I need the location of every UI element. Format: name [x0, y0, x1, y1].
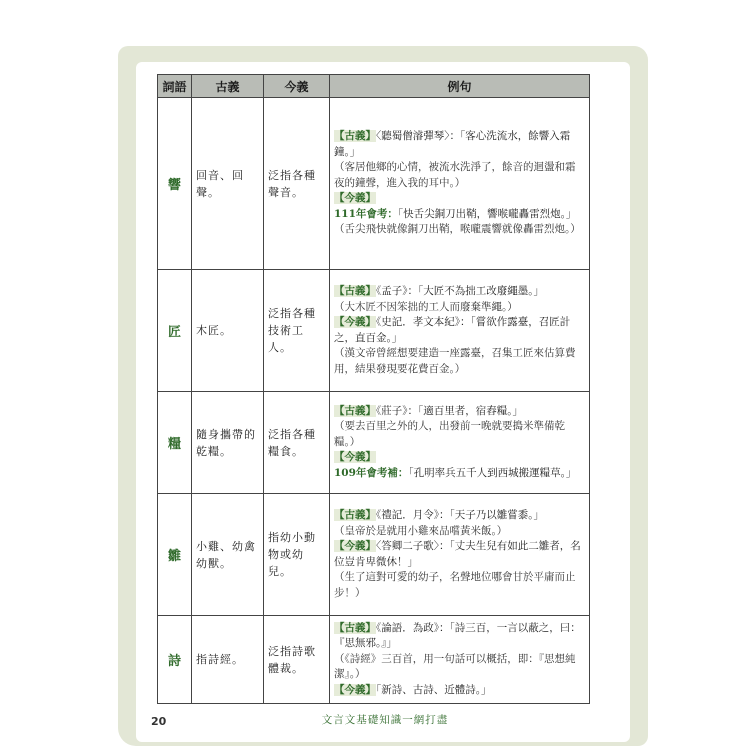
row-modern-meaning: 泛指詩歌體裁。 — [264, 616, 330, 704]
table-header-row — [158, 75, 590, 98]
example-line — [334, 539, 585, 570]
example-tag: 【今義】 — [334, 683, 376, 696]
example-line — [334, 404, 585, 420]
book-title-footer — [0, 712, 750, 727]
example-translation: （客居他鄉的心情，被流水洗淨了，餘音的迴盪和霜夜的鐘聲，進入我的耳中。） — [334, 162, 576, 189]
example-tag: 【古義】 — [334, 285, 376, 297]
header-word: 詞語 — [158, 75, 192, 98]
example-line — [334, 191, 585, 207]
example-translation: （舌尖飛快就像銅刀出鞘，喉嚨震響就像轟雷烈炮。） — [334, 224, 581, 236]
row-examples — [330, 270, 590, 392]
example-line — [334, 621, 585, 652]
example-text: 「新詩、古詩、近體詩。」 — [376, 683, 492, 696]
row-modern-meaning: 泛指各種聲音。 — [264, 98, 330, 270]
example-text: 「孔明率兵五千人到西城搬運糧草。」 — [408, 466, 577, 479]
header-modern-meaning: 今義 — [264, 75, 330, 98]
exam-tag: 109年會考補： — [334, 466, 409, 479]
example-tag: 【今義】 — [334, 316, 376, 328]
example-line — [334, 129, 585, 160]
example-tag: 【今義】 — [334, 540, 376, 552]
row-modern-meaning: 指幼小動物或幼兒。 — [264, 494, 330, 616]
row-examples — [330, 616, 590, 704]
example-line — [334, 284, 585, 300]
example-text: 《論語．為政》：「詩三百，一言以蔽之，曰：『思無邪。』」 — [334, 621, 581, 650]
example-translation: （《詩經》三百首，用一句話可以概括，即：『思想純潔』。） — [334, 653, 576, 681]
example-tag: 【古義】 — [334, 509, 376, 521]
example-line — [334, 683, 585, 699]
row-modern-meaning: 泛指各種技術工人。 — [264, 270, 330, 392]
row-ancient-meaning: 木匠。 — [192, 270, 264, 392]
row-ancient-meaning: 指詩經。 — [192, 616, 264, 704]
example-line — [334, 508, 585, 524]
example-tag: 【今義】 — [334, 192, 376, 205]
row-word: 詩 — [158, 616, 192, 704]
row-word: 匠 — [158, 270, 192, 392]
table-row — [158, 616, 590, 704]
header-ancient-meaning: 古義 — [192, 75, 264, 98]
example-tag: 【古義】 — [334, 621, 376, 634]
row-modern-meaning: 泛指各種糧食。 — [264, 392, 330, 494]
row-ancient-meaning: 小雞、幼禽幼獸。 — [192, 494, 264, 616]
example-line — [334, 466, 585, 482]
example-translation: （大木匠不因笨拙的工人而廢棄準繩。） — [334, 301, 518, 313]
example-text: 「快舌尖銅刀出鞘，響喉嚨轟雷烈炮。」 — [397, 207, 577, 220]
row-word: 糧 — [158, 392, 192, 494]
row-examples — [330, 494, 590, 616]
example-tag: 【古義】 — [334, 404, 376, 417]
header-example-sentences: 例句 — [330, 75, 590, 98]
vocabulary-table — [157, 74, 590, 704]
exam-tag: 111年會考： — [334, 207, 398, 220]
example-translation: （皇帝於是就用小雞來品嚐黃米飯。） — [334, 525, 508, 537]
example-text: 〈聽蜀僧濬彈琴〉：「客心洗流水，餘響入霜鐘。」 — [334, 130, 571, 158]
row-ancient-meaning: 回音、回聲。 — [192, 98, 264, 270]
example-line — [334, 207, 585, 223]
page-number: 20 — [151, 715, 167, 728]
example-tag: 【今義】 — [334, 451, 376, 464]
row-examples — [330, 392, 590, 494]
table-row — [158, 392, 590, 494]
example-line — [334, 315, 585, 346]
table-row — [158, 270, 590, 392]
row-word: 雛 — [158, 494, 192, 616]
row-word: 響 — [158, 98, 192, 270]
table-row — [158, 494, 590, 616]
example-text: 《史記．孝文本紀》：「嘗欲作露臺，召匠計之，直百金。」 — [334, 316, 571, 344]
example-translation: （要去百里之外的人，出發前一晚就要搗米準備乾糧。） — [334, 421, 565, 448]
example-text: 《孟子》：「大匠不為拙工改廢繩墨。」 — [376, 285, 544, 297]
book-title: 文言文基礎知識一網打盡 — [321, 714, 449, 726]
example-text: 《禮記．月令》：「天子乃以雛嘗黍。」 — [376, 509, 544, 521]
example-line — [334, 450, 585, 466]
row-examples — [330, 98, 590, 270]
example-translation: （生了這對可愛的幼子，名聲地位哪會甘於平庸而止步！） — [334, 572, 576, 599]
example-text: 《莊子》：「適百里者，宿舂糧。」 — [376, 404, 523, 417]
table-row — [158, 98, 590, 270]
example-tag: 【古義】 — [334, 130, 376, 143]
example-translation: （漢文帝曾經想要建造一座露臺，召集工匠來估算費用，結果發現要花費百金。） — [334, 348, 576, 375]
row-ancient-meaning: 隨身攜帶的乾糧。 — [192, 392, 264, 494]
example-text: 〈答卿二子歌〉：「丈夫生兒有如此二雛者，名位豈肯卑微休！」 — [334, 540, 581, 568]
